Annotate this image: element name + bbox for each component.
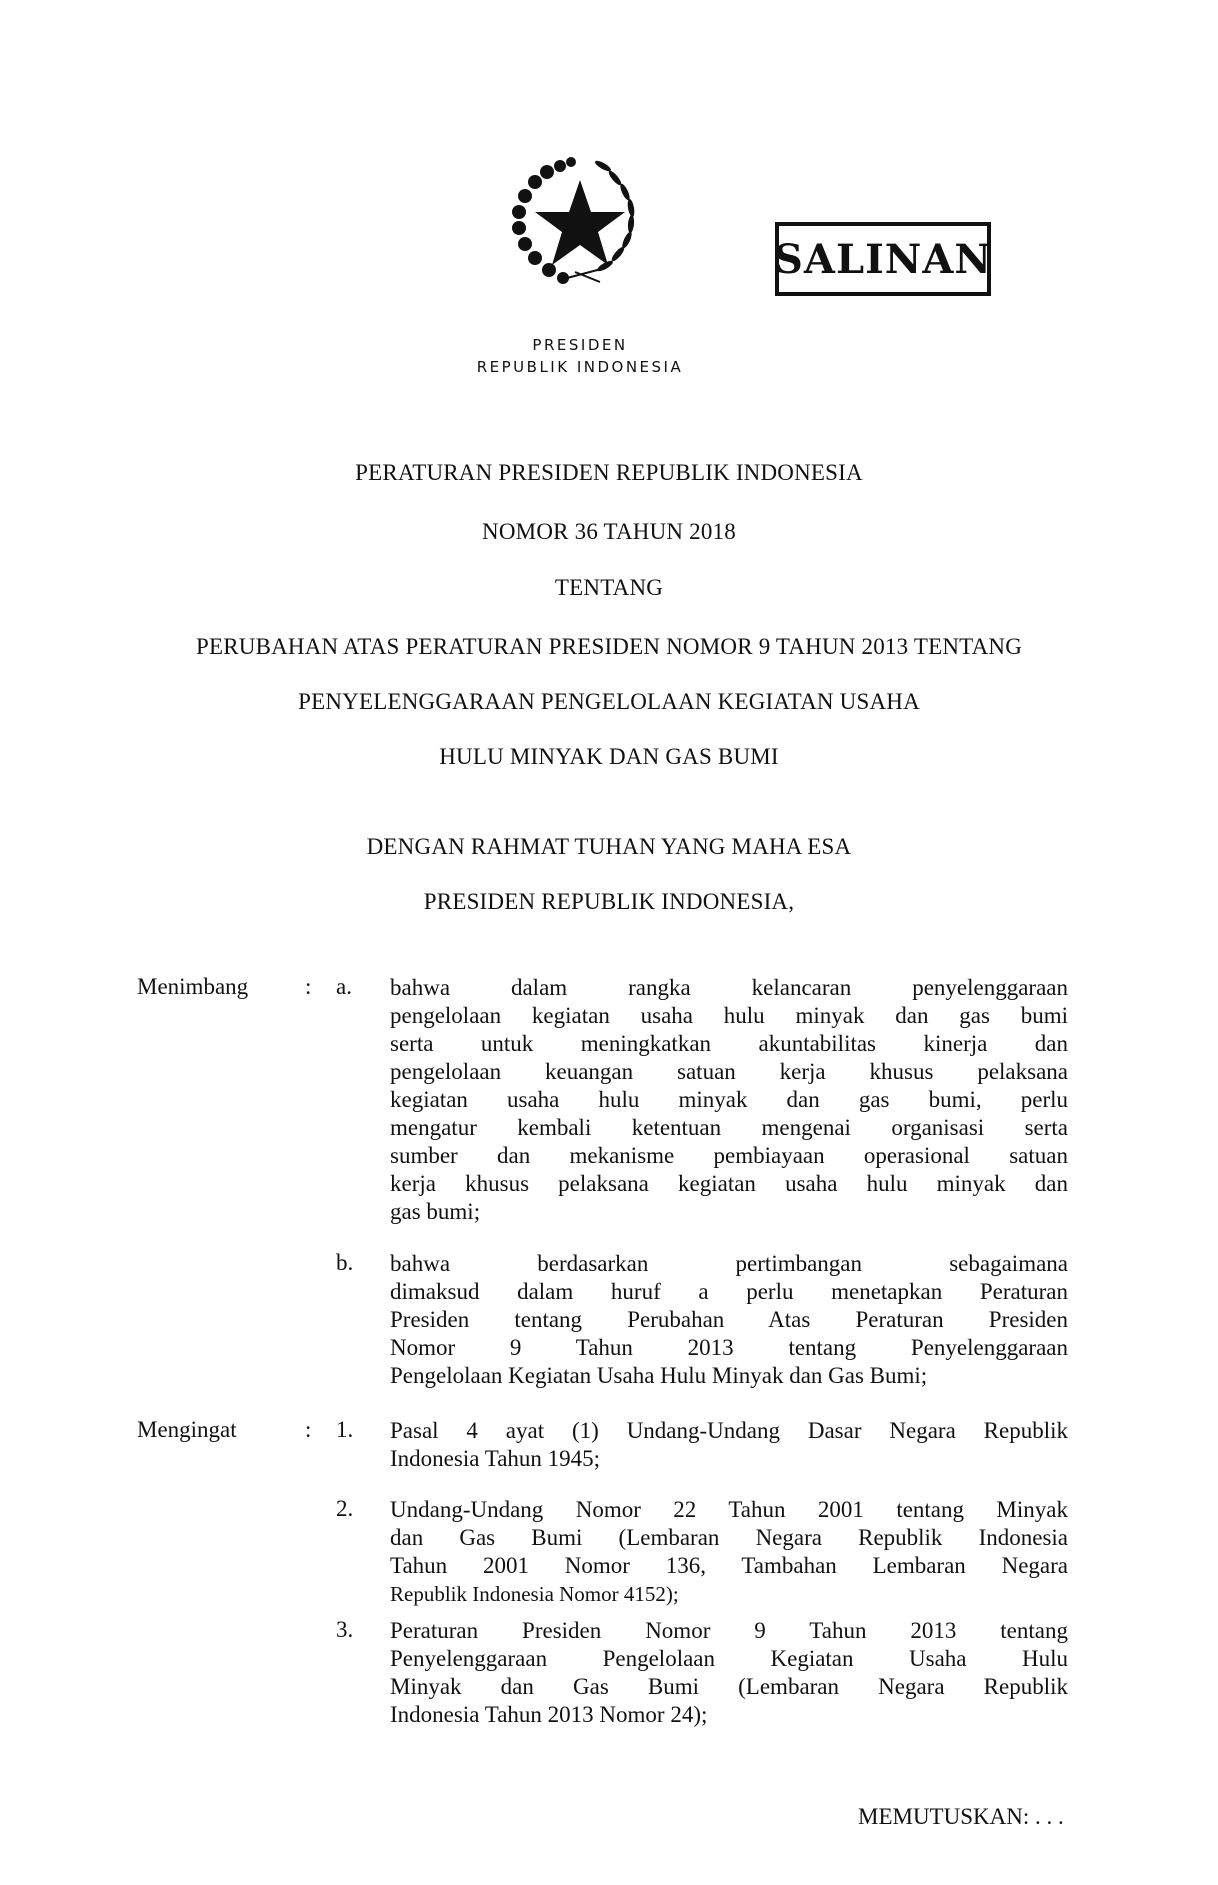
text-line: mengatur kembali ketentuan mengenai organisasi serta <box>390 1115 1068 1140</box>
presidential-emblem <box>505 150 655 295</box>
menimbang-item-a <box>390 974 1068 1226</box>
text-line: bahwa berdasarkan pertimbangan sebagaimana <box>390 1251 1068 1276</box>
mengingat-item-1 <box>390 1417 1068 1473</box>
text-line: pengelolaan kegiatan usaha hulu minyak dan gas bumi <box>390 1003 1068 1028</box>
text-line: bahwa dalam rangka kelancaran penyelenggaraan <box>390 975 1068 1000</box>
menimbang-colon: : <box>305 974 312 999</box>
salinan-stamp: SALINAN <box>775 222 991 296</box>
title-subject-1: PERUBAHAN ATAS PERATURAN PRESIDEN NOMOR 9 TAHUN 2013 TENTANG <box>195 634 1023 659</box>
text-line: dimaksud dalam huruf a perlu menetapkan Peraturan <box>390 1279 1068 1304</box>
text-line: Pengelolaan Kegiatan Usaha Hulu Minyak dan Gas Bumi; <box>390 1363 928 1388</box>
text-line: Presiden tentang Perubahan Atas Peraturan Presiden <box>390 1307 1068 1332</box>
text-line: pengelolaan keuangan satuan kerja khusus pelaksana <box>390 1059 1068 1084</box>
text-line: kegiatan usaha hulu minyak dan gas bumi, perlu <box>390 1087 1068 1112</box>
text-line: Undang-Undang Nomor 22 Tahun 2001 tentang Minyak <box>390 1497 1068 1522</box>
text-line: Indonesia Tahun 2013 Nomor 24); <box>390 1702 708 1727</box>
menimbang-label: Menimbang <box>137 974 249 999</box>
text-line: serta untuk meningkatkan akuntabilitas kinerja dan <box>390 1031 1068 1056</box>
office-line-president: PRESIDEN <box>532 336 628 354</box>
text-line: Nomor 9 Tahun 2013 tentang Penyelenggaraan <box>390 1335 1068 1360</box>
text-line: Pasal 4 ayat (1) Undang-Undang Dasar Negara Republik <box>390 1418 1068 1443</box>
mengingat-item-2 <box>390 1496 1068 1608</box>
item-marker: 1. <box>336 1417 354 1442</box>
title-tentang: TENTANG <box>554 575 664 600</box>
item-marker: b. <box>336 1250 354 1275</box>
invocation: DENGAN RAHMAT TUHAN YANG MAHA ESA <box>366 834 852 859</box>
next-page-catchword: MEMUTUSKAN: . . . <box>858 1804 1064 1829</box>
item-marker: a. <box>336 974 352 999</box>
title-subject-2: PENYELENGGARAAN PENGELOLAAN KEGIATAN USAHA <box>298 689 920 714</box>
mengingat-colon: : <box>305 1417 312 1442</box>
text-line: kerja khusus pelaksana kegiatan usaha hulu minyak dan <box>390 1171 1068 1196</box>
menimbang-item-b <box>390 1250 1068 1390</box>
title-subject-3: HULU MINYAK DAN GAS BUMI <box>439 744 779 769</box>
mengingat-label: Mengingat <box>137 1417 237 1442</box>
title-number: NOMOR 36 TAHUN 2018 <box>482 519 736 544</box>
text-line: Peraturan Presiden Nomor 9 Tahun 2013 tentang <box>390 1618 1068 1643</box>
text-line: Indonesia Tahun 1945; <box>390 1446 601 1471</box>
text-line: sumber dan mekanisme pembiayaan operasional satuan <box>390 1143 1068 1168</box>
office-line-republic: REPUBLIK INDONESIA <box>476 358 684 376</box>
text-line: Minyak dan Gas Bumi (Lembaran Negara Republik <box>390 1674 1068 1699</box>
text-line: gas bumi; <box>390 1199 481 1224</box>
text-line: Republik Indonesia Nomor 4152); <box>390 1582 679 1606</box>
text-line: Penyelenggaraan Pengelolaan Kegiatan Usaha Hulu <box>390 1646 1068 1671</box>
item-marker: 3. <box>336 1617 354 1642</box>
item-marker: 2. <box>336 1496 354 1521</box>
title-regulation: PERATURAN PRESIDEN REPUBLIK INDONESIA <box>355 460 863 485</box>
issuer: PRESIDEN REPUBLIK INDONESIA, <box>423 889 795 914</box>
text-line: dan Gas Bumi (Lembaran Negara Republik Indonesia <box>390 1525 1068 1550</box>
mengingat-item-3 <box>390 1617 1068 1729</box>
text-line: Tahun 2001 Nomor 136, Tambahan Lembaran Negara <box>390 1553 1068 1578</box>
